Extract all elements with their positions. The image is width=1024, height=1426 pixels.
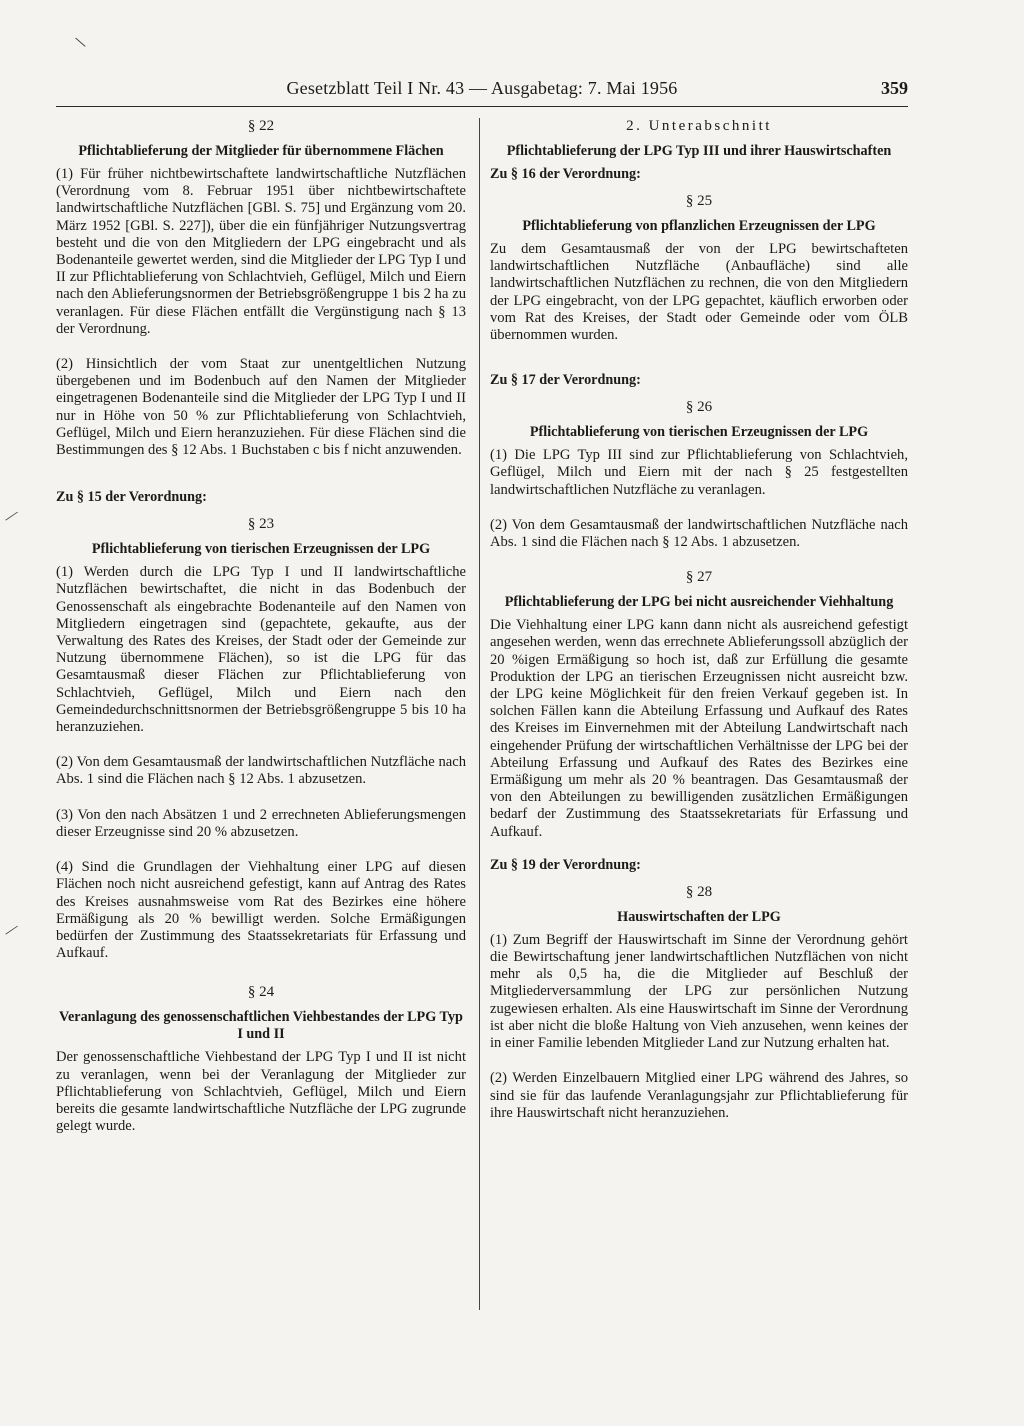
- section-25: [490, 193, 908, 344]
- section-title: Pflichtablieferung der Mitglieder für übernommene Flächen: [78, 143, 444, 159]
- right-column: [490, 118, 908, 1140]
- gazette-title: Gesetzblatt Teil I Nr. 43 — Ausgabetag: 7. Mai 1956: [286, 78, 678, 98]
- section-title: Veranlagung des genossenschaftlichen Viehbestandes der LPG Typ I und II: [59, 1009, 463, 1043]
- paragraph: Die Viehhaltung einer LPG kann dann nicht als ausreichend gefestigt angesehen werden, wenn das errechnete Ablieferungssoll abzüglich der 20 %igen Ermäßigung so hoch ist, daß zur Erfüllung die gesamte Produktion der LPG an tierischen Erzeugnissen nicht ausreicht bzw. der LPG keine Möglichkeit für den freien Verkauf gegeben ist. In solchen Fällen kann die Abteilung Erfassung und Aufkauf des Rates des Kreises im Einvernehmen mit der Abteilung Landwirtschaft nach eingehender Prüfung der wirtschaftlichen Verhältnisse der LPG bei der Abteilung Erfassung und Aufkauf des Rates des Bezirkes eine Ermäßigung um mehr als 20 % beantragen. Das Gesamtausmaß der von den Abteilungen zu bewilligenden zusätzlichen Ermäßigungen bedarf der Zustimmung des Staatssekretariats für Erfassung und Aufkauf.: [490, 617, 908, 840]
- section-23: [56, 516, 466, 962]
- section-title: Pflichtablieferung der LPG bei nicht ausreichender Viehhaltung: [504, 594, 894, 611]
- left-column: [56, 118, 466, 1153]
- paragraph: (2) Werden Einzelbauern Mitglied einer LPG während des Jahres, so sind sie für das laufende Veranlagungsjahr zur Pflichtablieferung für ihre Hauswirtschaft nicht heranzuziehen.: [490, 1070, 908, 1121]
- section-28: [490, 884, 908, 1122]
- paragraph: (1) Die LPG Typ III sind zur Pflichtablieferung von Schlachtvieh, Geflügel, Milch und Eiern mit der nach § 25 festgestellten landwirtschaftlichen Nutzfläche zu veranlagen.: [490, 447, 908, 498]
- paragraph: (4) Sind die Grundlagen der Viehhaltung einer LPG auf diesen Flächen noch nicht ausreichend gefestigt, kann auf Antrag des Rates des Kreises ausnahmsweise vom Rat des Bezirkes eine höhere Ermäßigung als 20 % bewilligt werden. Solche Ermäßigungen bedürfen der Zustimmung des Staatssekretariats für Erfassung und Aufkauf.: [56, 859, 466, 962]
- section-number: § 23: [247, 516, 275, 533]
- regulation-reference: Zu § 15 der Verordnung:: [56, 489, 207, 506]
- page-number: 359: [881, 78, 908, 98]
- section-27: [490, 569, 908, 841]
- column-divider: [479, 118, 480, 1310]
- paragraph: (1) Werden durch die LPG Typ I und II landwirtschaftliche Nutzflächen bewirtschaftet, die nicht in das Bodenbuch der Genossenschaft als eingebrachte Bodenanteile auf den Namen von Mitgliedern eingetragen sind (gepachtete, gekaufte, aus der Verwaltung des Rates des Kreises, der Stadt oder der Gemeinde zur Nutzung übernommene Flächen), so ist die LPG für das Gesamtausmaß dieser Flächen zur Pflichtablieferung von Schlachtvieh, Geflügel, Milch und Eiern nach den Gemeindedurchschnittsnormen der Betriebsgrößengruppe 5 bis 10 ha heranzuziehen.: [56, 564, 466, 736]
- paragraph: Der genossenschaftliche Viehbestand der LPG Typ I und II ist nicht zu veranlagen, wenn bei der Veranlagung der Mitglieder zur Pflichtablieferung von Schlachtvieh, Geflügel, Milch und Eiern bereits die gesamte landwirtschaftliche Nutzfläche der LPG zugrunde gelegt wurde.: [56, 1049, 466, 1135]
- section-number: § 28: [685, 883, 713, 900]
- paragraph: (1) Für früher nichtbewirtschaftete landwirtschaftliche Nutzflächen (Verordnung vom 8. Februar 1951 über nichtbewirtschaftete landwirtschaftliche Nutzflächen [GBl. S. 75] und Ergänzung vom 20. März 1952 [GBl. S. 227]), über die ein fünfjähriger Nutzungsvertrag besteht und die von den Mitgliedern der LPG eingebracht und als Bodenanteile gewertet werden, sind die Mitglieder der LPG Typ I und II zur Pflichtablieferung von Schlachtvieh, Geflügel, Milch und Eiern nach den Ablieferungsnormen der Betriebsgrößengruppe 1 bis 2 ha zu veranlagen. Für diese Flächen entfällt die Vergünstigung nach § 13 der Verordnung.: [56, 166, 466, 337]
- section-title: Hauswirtschaften der LPG: [617, 908, 781, 925]
- regulation-reference: Zu § 16 der Verordnung:: [490, 166, 641, 182]
- regulation-reference: Zu § 19 der Verordnung:: [490, 856, 641, 873]
- section-number: § 25: [685, 193, 713, 209]
- section-24: [56, 984, 466, 1135]
- margin-pencil-mark-icon: ⁄: [6, 920, 17, 940]
- paragraph: Zu dem Gesamtausmaß der von der LPG bewirtschafteten landwirtschaftlichen Nutzfläche (Anbaufläche) sind alle landwirtschaftlichen Nutzflächen zu rechnen, die von den Mitgliedern der LPG eingebracht, von der LPG gepachtet, käuflich erworben oder vom Rat des Kreises, der Stadt oder Gemeinde oder vom ÖLB übernommen wurden.: [490, 241, 908, 344]
- section-number: § 26: [685, 399, 713, 416]
- subsection-heading: 2. Unterabschnitt: [626, 118, 772, 134]
- section-26: [490, 399, 908, 551]
- paragraph: (2) Von dem Gesamtausmaß der landwirtschaftlichen Nutzfläche nach Abs. 1 sind die Flächen nach § 12 Abs. 1 abzusetzen.: [490, 516, 908, 551]
- margin-pencil-mark-icon: \: [73, 32, 88, 52]
- paragraph: (2) Hinsichtlich der vom Staat zur unentgeltlichen Nutzung übergebenen und im Bodenbuch auf den Namen der Mitglieder eingetragenen Bodenanteile sind die Mitglieder der LPG Typ I und II nur in Höhe von 50 % zur Pflichtablieferung von Schlachtvieh, Geflügel, Milch und Eiern heranzuziehen. Für diese Flächen sind die Bestimmungen des § 12 Abs. 1 Buchstaben c bis f nicht anzuwenden.: [56, 356, 466, 459]
- margin-pencil-mark-icon: ⁄: [6, 506, 17, 526]
- section-title: Pflichtablieferung von pflanzlichen Erzeugnissen der LPG: [522, 218, 876, 234]
- subsection-title: Pflichtablieferung der LPG Typ III und ihrer Hauswirtschaften: [506, 143, 892, 159]
- section-title: Pflichtablieferung von tierischen Erzeugnissen der LPG: [91, 541, 431, 558]
- paragraph: (2) Von dem Gesamtausmaß der landwirtschaftlichen Nutzfläche nach Abs. 1 sind die Flächen nach § 12 Abs. 1 abzusetzen.: [56, 754, 466, 788]
- section-22: [56, 118, 466, 459]
- paragraph: (3) Von den nach Absätzen 1 und 2 errechneten Ablieferungsmengen dieser Erzeugnisse sind 20 % abzusetzen.: [56, 806, 466, 840]
- section-number: § 27: [685, 569, 713, 586]
- section-number: § 22: [247, 118, 275, 134]
- regulation-reference: Zu § 17 der Verordnung:: [490, 372, 641, 389]
- page-header: [56, 78, 908, 107]
- paragraph: (1) Zum Begriff der Hauswirtschaft im Sinne der Verordnung gehört die Bewirtschaftung jener landwirtschaftlichen Nutzflächen von nicht mehr als 0,5 ha, die die Mitglieder auf Beschluß der Mitgliederversammlung der LPG zur persönlichen Nutzung zugewiesen erhalten. Als eine Hauswirtschaft im Sinne der Verordnung ist aber nicht die bloße Haltung von Vieh anzusehen, wenn keines der in einer Familie lebenden Mitglieder Land zur Nutzung erhalten hat.: [490, 931, 908, 1052]
- section-title: Pflichtablieferung von tierischen Erzeugnissen der LPG: [529, 424, 869, 441]
- section-number: § 24: [247, 984, 275, 1001]
